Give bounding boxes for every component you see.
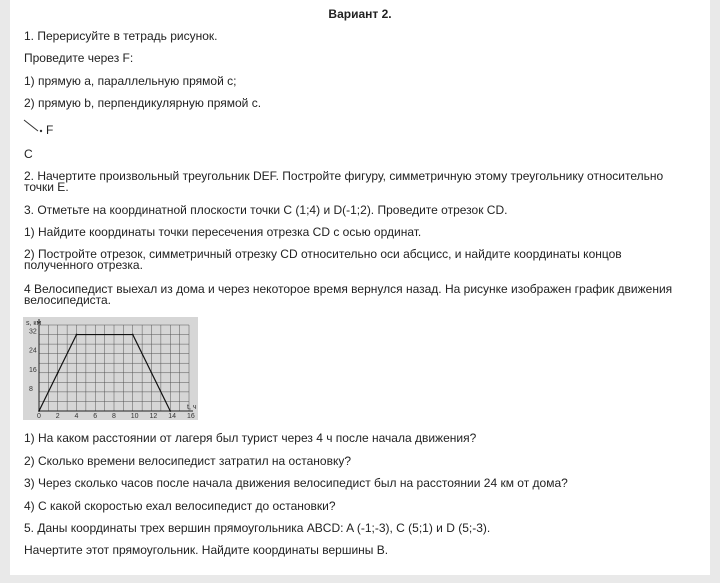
point-f-label: F — [46, 123, 54, 137]
task5-line1: 5. Даны координаты трех вершин прямоугольника ABCD: A (-1;-3), C (5;1) и D (5;-3). — [24, 521, 491, 535]
y-tick-label: 8 — [29, 385, 33, 393]
task1-line4: 2) прямую b, перпендикулярную прямой с. — [24, 96, 262, 110]
series-point — [76, 334, 78, 336]
task1-line2: Проведите через F: — [24, 51, 134, 65]
task4-q3: 3) Через сколько часов после начала движения велосипедист был на расстоянии 24 км от дома? — [24, 476, 568, 490]
variant-title: Вариант 2. — [328, 7, 392, 21]
series-point — [38, 410, 40, 412]
point-f — [40, 130, 42, 132]
line-c-and-point-f — [22, 118, 62, 138]
x-tick-label: 14 — [168, 413, 177, 420]
series-point — [132, 334, 134, 336]
task3-line2: 1) Найдите координаты точки пересечения отрезка CD с осью ординат. — [24, 225, 422, 239]
line-c — [24, 120, 38, 131]
x-tick-label: 16 — [187, 413, 195, 420]
task3-line1: 3. Отметьте на координатной плоскости точки С (1;4) и D(-1;2). Проведите отрезок CD. — [24, 203, 508, 217]
task5-line2: Начертите этот прямоугольник. Найдите координаты вершины В. — [24, 543, 389, 557]
line-c-label: C — [24, 147, 33, 161]
x-axis-label: t, ч — [187, 404, 197, 411]
x-tick-label: 0 — [37, 413, 41, 420]
task2-text: 2. Начертите произвольный треугольник DEF. Постройте фигуру, симметричную этому треугольнику относительно точки E. — [24, 169, 664, 194]
y-tick-label: 24 — [29, 347, 37, 355]
x-tick-label: 6 — [93, 413, 98, 420]
task4-q1: 1) На каком расстоянии от лагеря был турист через 4 ч после начала движения? — [24, 431, 477, 445]
x-tick-label: 12 — [149, 413, 158, 420]
task3-line3: 2) Постройте отрезок, симметричный отрезку CD относительно оси абсцисс, и найдите координаты концов полученного отрезка. — [24, 247, 622, 272]
task4-text: 4 Велосипедист выехал из дома и через некоторое время вернулся назад. На рисунке изображен график движения велосипедиста. — [24, 282, 673, 307]
series-point — [169, 410, 171, 412]
y-tick-label: 16 — [29, 366, 37, 374]
task4-q4: 4) С какой скоростью ехал велосипедист до остановки? — [24, 499, 336, 513]
x-tick-label: 2 — [55, 413, 60, 420]
distance-time-graph — [23, 317, 198, 420]
x-tick-label: 8 — [112, 413, 116, 420]
task4-q2: 2) Сколько времени велосипедист затратил на остановку? — [24, 454, 351, 468]
x-tick-label: 10 — [130, 413, 139, 420]
task1-line3: 1) прямую а, параллельную прямой с; — [24, 74, 237, 88]
series-point — [57, 372, 59, 374]
x-tick-label: 4 — [74, 413, 79, 420]
task1-line1: 1. Перерисуйте в тетрадь рисунок. — [24, 29, 218, 43]
y-tick-label: 32 — [29, 328, 37, 336]
y-axis-label: s, км — [26, 320, 42, 327]
